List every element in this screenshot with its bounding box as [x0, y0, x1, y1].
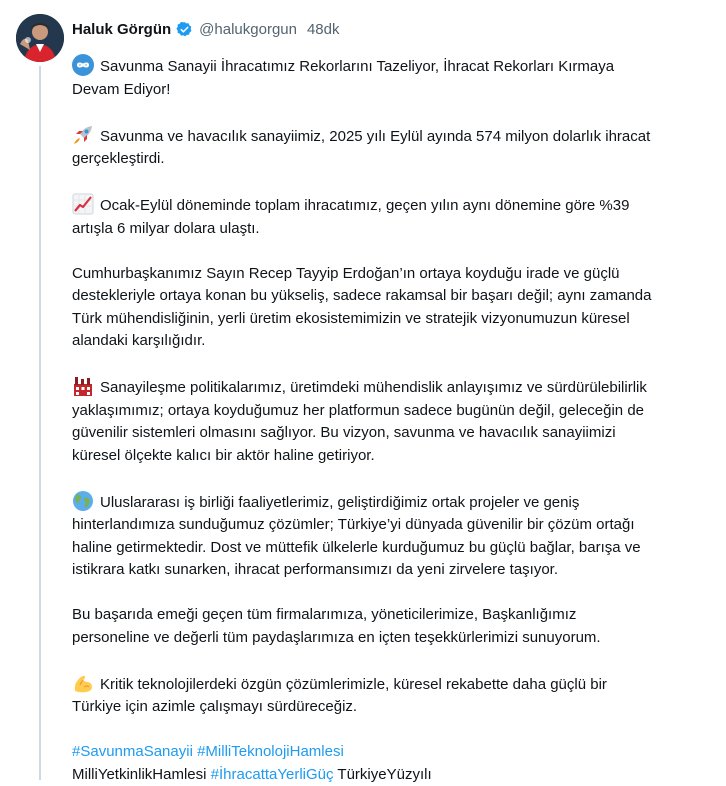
factory-icon — [72, 375, 94, 397]
hashtag-savunma-sanayii[interactable]: #SavunmaSanayii — [72, 743, 193, 760]
thread-line — [39, 66, 41, 780]
paragraph-monthly-export — [72, 124, 652, 171]
chart-increasing-icon — [72, 193, 94, 215]
paragraph-text: Uluslararası iş birliği faaliyetlerimiz, geliştirdiğimiz ortak projeler ve geniş hinterlandımıza sunduğumuz çözümler; Türkiye’yi dünyada güvenilir bir çözüm ortağı haline getirmektedir. Dost ve müttefik ülkelerle kurduğumuz bu güçlü bağlar, barışa ve istikrara katkı sunarken, ihracat performansımızı da yeni zirvelere taşıyor. — [72, 493, 641, 578]
avatar-photo — [16, 14, 64, 62]
tweet-header — [72, 19, 340, 39]
paragraph-commitment — [72, 672, 652, 719]
infinity-icon — [72, 54, 94, 76]
hashtag-text-milli-yetkinlik: MilliYetkinlikHamlesi — [72, 765, 207, 783]
paragraph-text: Cumhurbaşkanımız Sayın Recep Tayyip Erdoğan’ın ortaya koyduğu irade ve güçlü destekleriyle ortaya konan bu yükseliş, sadece rakamsal bir başarı değil; aynı zamanda Türk mühendisliğinin, yerli üretim ekosistemimizin ve stratejik vizyonumuzun küresel alandaki karşılığıdır. — [72, 264, 652, 349]
rocket-icon — [72, 124, 94, 146]
paragraph-leadership — [72, 263, 652, 353]
paragraph-text: Savunma Sanayii İhracatımız Rekorlarını Tazeliyor, İhracat Rekorları Kırmaya Devam Ediyor! — [72, 58, 615, 98]
paragraph-text: Sanayileşme politikalarımız, üretimdeki mühendislik anlayışımız ve sürdürülebilirlik yaklaşımımız; ortaya koyduğumuz her platformun sadece bugünün değil, geleceğin de güvenilir sistemleri olmasını sağlıyor. Bu vizyon, savunma ve havacılık sanayiimizi küresel ölçekte kalıcı bir aktör haline getiriyor. — [72, 379, 647, 464]
paragraph-text: Kritik teknolojilerdeki özgün çözümlerimizle, küresel rekabette daha güçlü bir Türkiye için azimle çalışmayı sürdüreceğiz. — [72, 675, 607, 715]
paragraph-headline — [72, 54, 652, 101]
avatar[interactable] — [16, 14, 64, 62]
author-handle[interactable]: @halukgorgun — [199, 20, 297, 38]
author-name[interactable]: Haluk Görgün — [72, 20, 172, 38]
paragraph-text: Ocak-Eylül döneminde toplam ihracatımız, geçen yılın aynı dönemine göre %39 artışla 6 milyar dolara ulaştı. — [72, 197, 630, 237]
post-time[interactable]: 48dk — [306, 20, 340, 38]
paragraph-international — [72, 490, 652, 582]
paragraph-text: Savunma ve havacılık sanayiimiz, 2025 yılı Eylül ayında 574 milyon dolarlık ihracat gerçekleştirdi. — [72, 127, 651, 167]
hashtag-text-turkiye-yuzyili: TürkiyeYüzyılı — [337, 765, 432, 783]
flexed-biceps-icon — [72, 672, 94, 694]
tweet-text — [72, 54, 652, 786]
paragraph-text: Bu başarıda emeği geçen tüm firmalarımıza, yöneticilerimize, Başkanlığımız personeline ve değerli tüm paydaşlarımıza en içten teşekkürlerimizi sunuyorum. — [72, 606, 601, 646]
hashtag-block — [72, 741, 652, 786]
paragraph-industrialization — [72, 375, 652, 467]
globe-icon — [72, 490, 94, 512]
paragraph-thanks — [72, 604, 652, 649]
verified-badge-icon — [176, 21, 193, 38]
paragraph-total-export — [72, 193, 652, 240]
hashtag-ihracatta-yerli-guc[interactable]: #İhracattaYerliGüç — [210, 765, 334, 783]
hashtag-milli-teknoloji-hamlesi[interactable]: #MilliTeknolojiHamlesi — [197, 743, 344, 760]
